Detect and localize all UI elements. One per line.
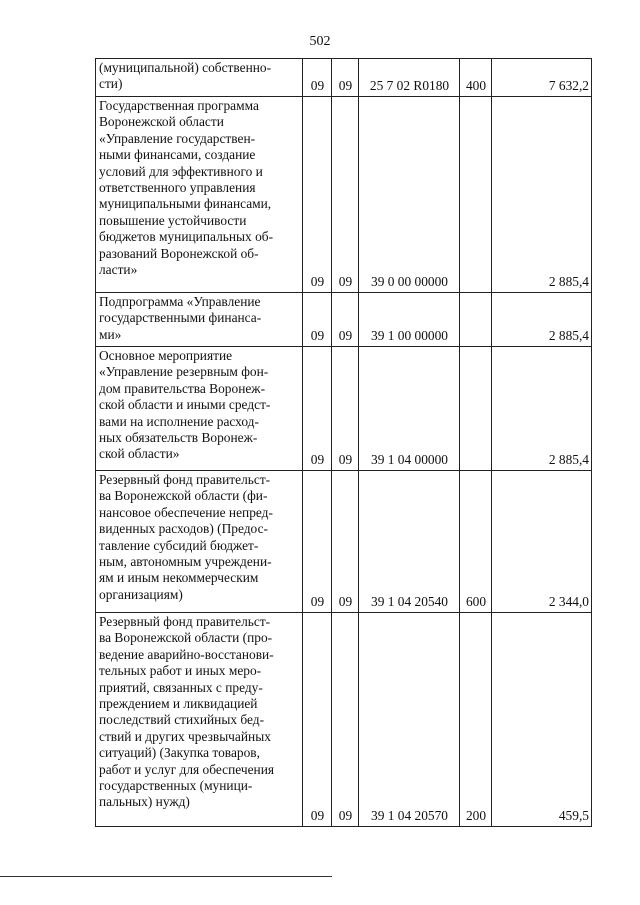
row-subsection-code: 09 bbox=[332, 347, 359, 471]
row-amount: 2 885,4 bbox=[492, 347, 592, 471]
table-row bbox=[96, 293, 592, 347]
row-subsection-code: 09 bbox=[332, 59, 359, 97]
row-expense-type bbox=[460, 347, 492, 471]
table-row bbox=[96, 97, 592, 293]
row-subsection-code: 09 bbox=[332, 613, 359, 827]
table-row bbox=[96, 471, 592, 613]
row-name: (муниципальной) собственно- сти) bbox=[96, 59, 303, 97]
row-section-code: 09 bbox=[303, 613, 332, 827]
row-expense-type: 600 bbox=[460, 471, 492, 613]
row-subsection-code: 09 bbox=[332, 97, 359, 293]
row-section-code: 09 bbox=[303, 293, 332, 347]
row-expense-type: 400 bbox=[460, 59, 492, 97]
row-amount: 459,5 bbox=[492, 613, 592, 827]
row-target-article: 39 1 04 00000 bbox=[359, 347, 460, 471]
row-target-article: 25 7 02 R0180 bbox=[359, 59, 460, 97]
footnote-divider bbox=[0, 876, 332, 877]
row-subsection-code: 09 bbox=[332, 293, 359, 347]
row-amount: 7 632,2 bbox=[492, 59, 592, 97]
row-target-article: 39 0 00 00000 bbox=[359, 97, 460, 293]
row-expense-type bbox=[460, 97, 492, 293]
row-name: Основное мероприятие «Управление резервным фон- дом правительства Воронеж- ской области и иными средст- вами на исполнение расход- ных обязательств Воронеж- ской области» bbox=[96, 347, 303, 471]
row-name: Резервный фонд правительст- ва Воронежской области (фи- нансовое обеспечение непред- виденных расходов) (Предос- тавление субсидий бюджет- ным, автономным учреждени- ям и иным некоммерческим организациям) bbox=[96, 471, 303, 613]
row-expense-type bbox=[460, 293, 492, 347]
row-amount: 2 344,0 bbox=[492, 471, 592, 613]
row-amount: 2 885,4 bbox=[492, 97, 592, 293]
row-name: Подпрограмма «Управление государственными финанса- ми» bbox=[96, 293, 303, 347]
table-row bbox=[96, 613, 592, 827]
row-section-code: 09 bbox=[303, 97, 332, 293]
row-target-article: 39 1 04 20570 bbox=[359, 613, 460, 827]
row-name: Государственная программа Воронежской области «Управление государствен- ными финансами, создание условий для эффективного и ответственного управления муниципальными финансами, повышение устойчивости бюджетов муниципальных об- разований Воронежской об- ласти» bbox=[96, 97, 303, 293]
row-amount: 2 885,4 bbox=[492, 293, 592, 347]
row-target-article: 39 1 04 20540 bbox=[359, 471, 460, 613]
row-section-code: 09 bbox=[303, 471, 332, 613]
row-section-code: 09 bbox=[303, 59, 332, 97]
row-target-article: 39 1 00 00000 bbox=[359, 293, 460, 347]
table-row bbox=[96, 347, 592, 471]
row-name: Резервный фонд правительст- ва Воронежской области (про- ведение аварийно-восстанови- тельных работ и иных меро- приятий, связанных с преду- преждением и ликвидацией последствий стихийных бед- ствий и других чрезвычайных ситуаций) (Закупка товаров, работ и услуг для обеспечения государственных (муници- пальных) нужд) bbox=[96, 613, 303, 827]
row-section-code: 09 bbox=[303, 347, 332, 471]
budget-table bbox=[95, 58, 592, 827]
page-number: 502 bbox=[309, 34, 331, 49]
row-expense-type: 200 bbox=[460, 613, 492, 827]
table-row bbox=[96, 59, 592, 97]
row-subsection-code: 09 bbox=[332, 471, 359, 613]
